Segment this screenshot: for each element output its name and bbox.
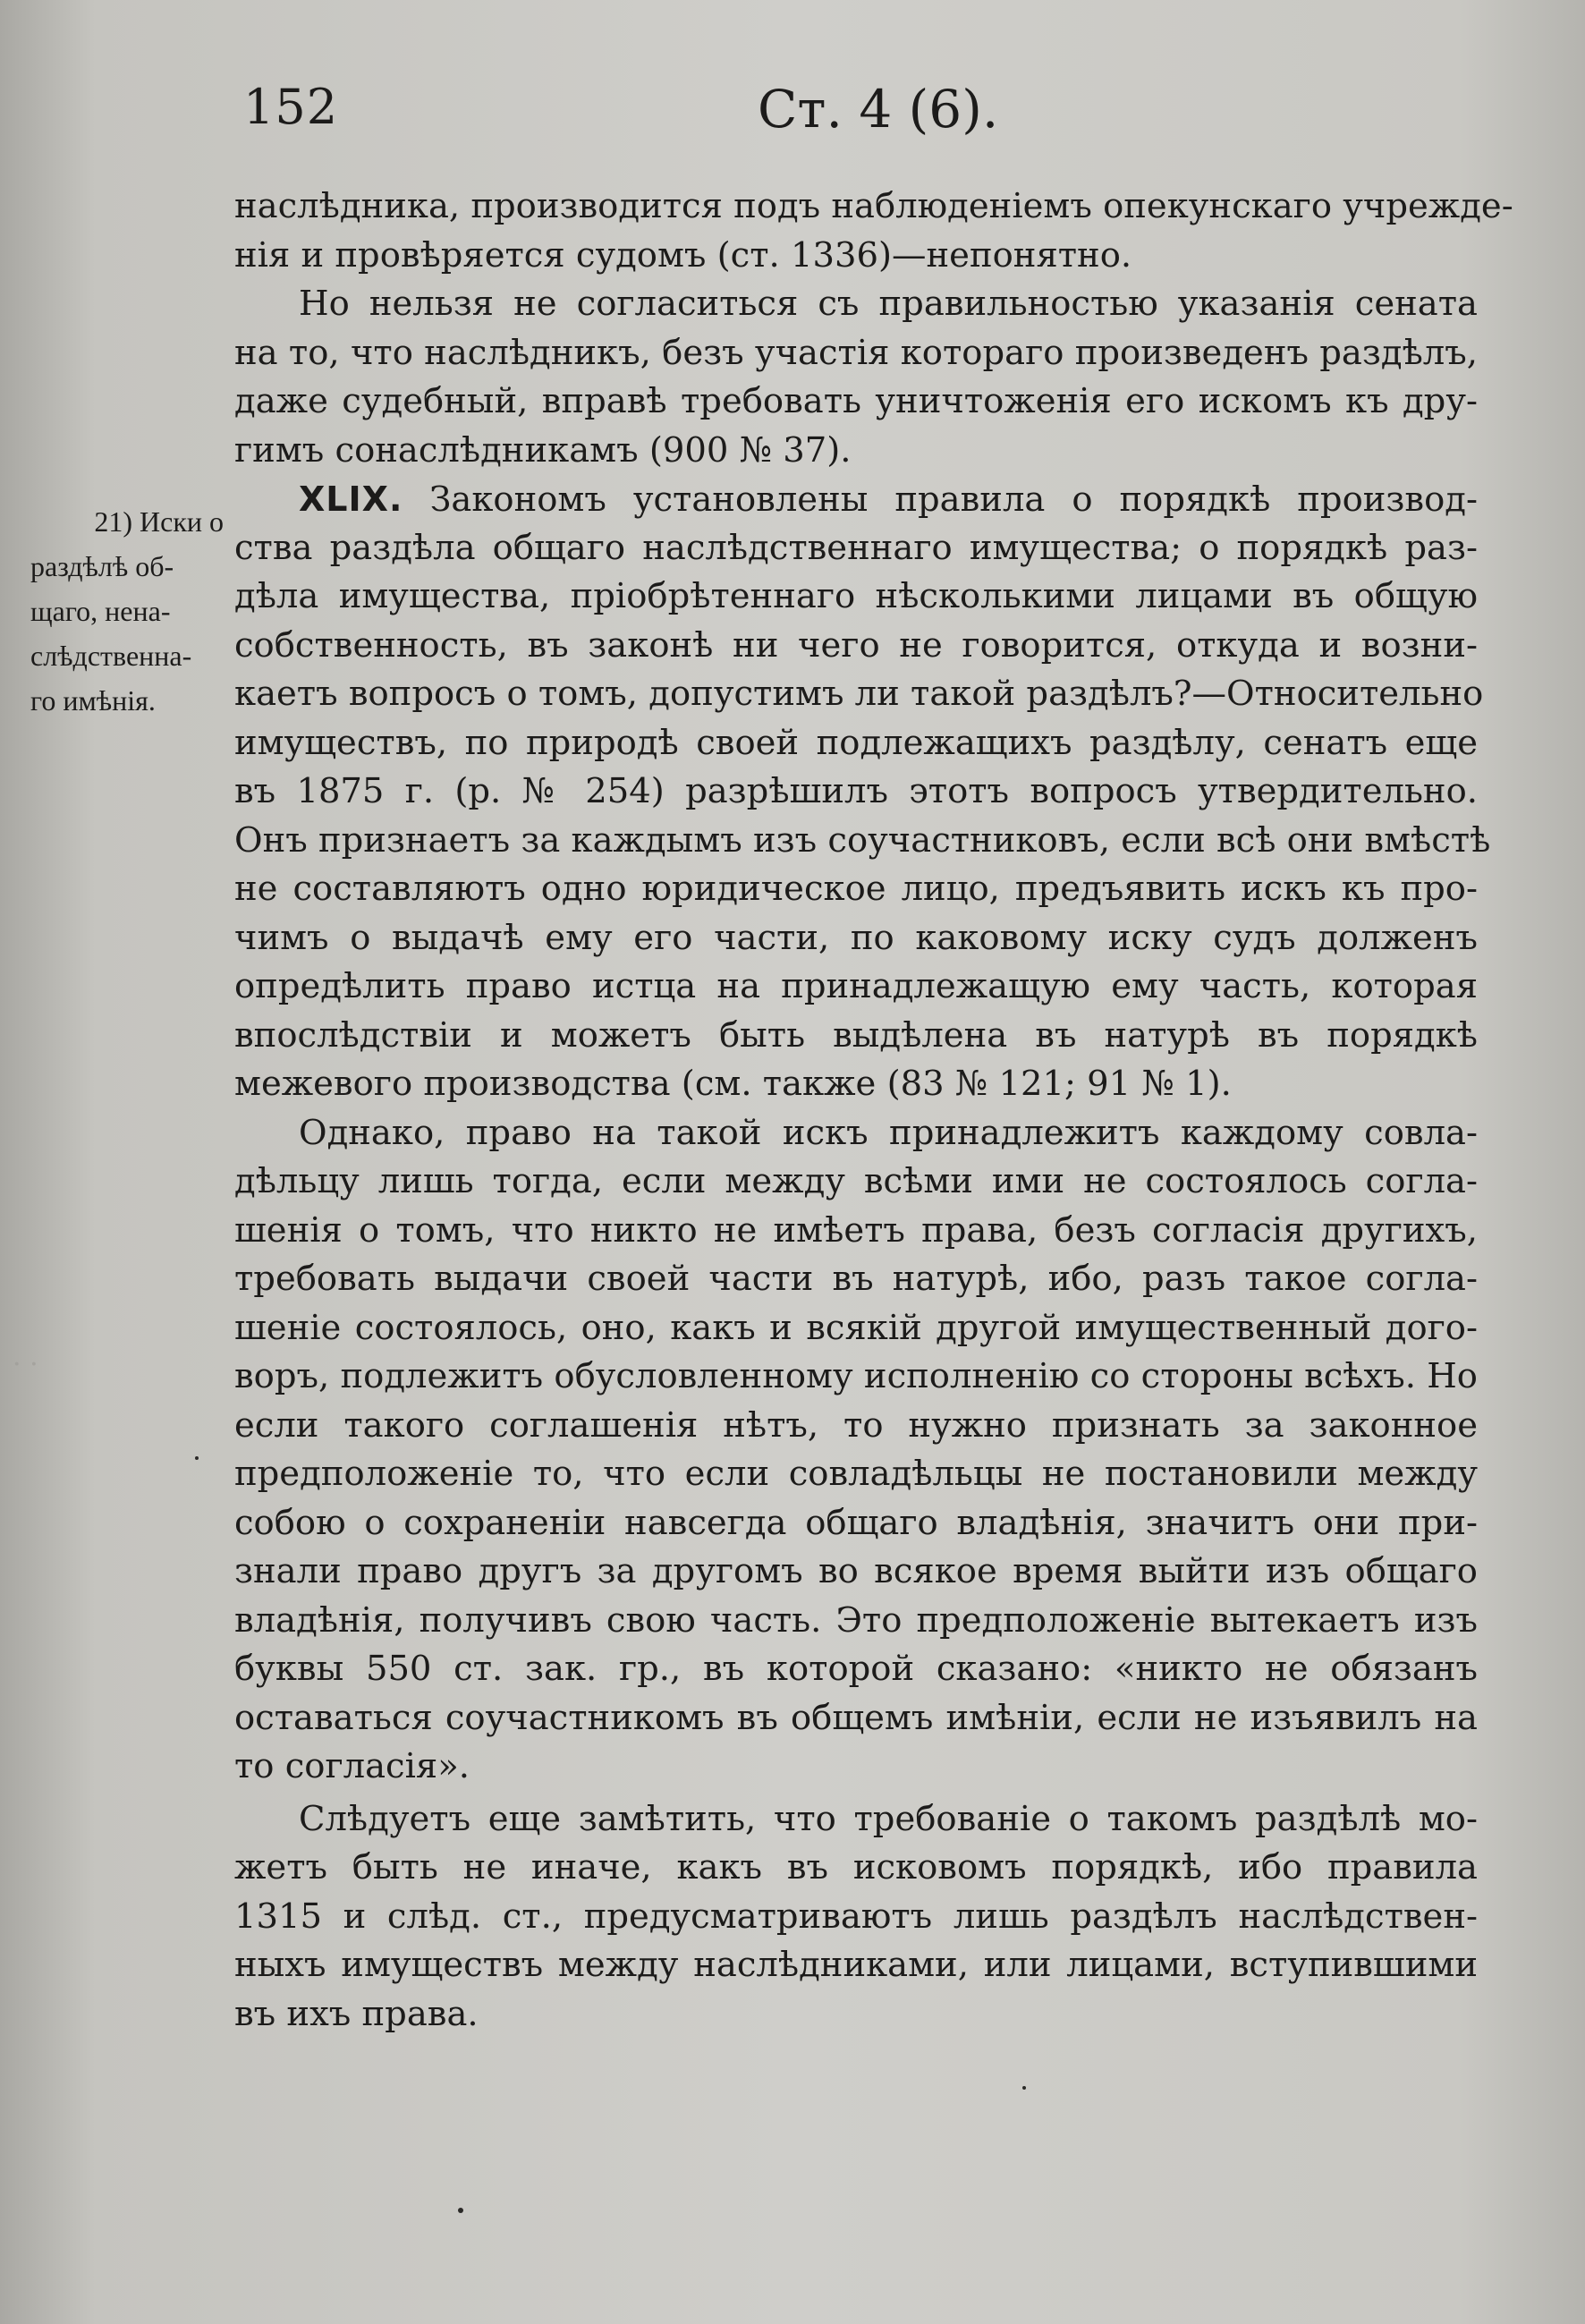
text-line: собственность, въ законѣ ни чего не говорится, откуда и возни-	[234, 624, 1478, 666]
text-line: оставаться соучастникомъ въ общемъ имѣніи, если не изъявилъ на	[234, 1697, 1478, 1738]
print-speck	[195, 1456, 199, 1460]
page-number: 152	[243, 79, 339, 135]
text-line: шеніе состоялось, оно, какъ и всякій другой имущественный дого-	[234, 1307, 1478, 1348]
text-line: дѣла имущества, пріобрѣтеннаго нѣсколькими лицами въ общую	[234, 576, 1478, 616]
section-first-line: Закономъ установлены правила о порядкѣ производ-	[429, 479, 1478, 520]
text-line: воръ, подлежитъ обусловленному исполненію со стороны всѣхъ. Но	[234, 1356, 1478, 1396]
text-line: въ 1875 г. (р. № 254) разрѣшилъ этотъ вопросъ утвердительно.	[234, 771, 1478, 811]
text-line: межевого производства (см. также (83 № 121; 91 № 1).	[234, 1064, 1232, 1104]
text-line: не составляютъ одно юридическое лицо, предъявить искъ къ про-	[234, 869, 1478, 909]
running-head: Ст. 4 (6).	[758, 79, 999, 140]
paragraph	[234, 280, 1478, 475]
text-line: Однако, право на такой искъ принадлежитъ каждому совла-	[299, 1112, 1478, 1153]
text-line	[234, 475, 1478, 524]
print-speck	[1022, 2086, 1026, 2090]
text-line: нія и провѣряется судомъ (ст. 1336)—непонятно.	[234, 234, 1132, 276]
text-line: Но нельзя не согласиться съ правильностью указанія сената	[299, 284, 1478, 324]
bleed-through-mark: · ·	[13, 1349, 38, 1380]
text-line: имуществъ, по природѣ своей подлежащихъ раздѣлу, сенатъ еще	[234, 722, 1478, 763]
margin-note-line: слѣдственна-	[30, 640, 192, 672]
paragraph	[234, 1109, 1478, 1792]
text-line: Слѣдуетъ еще замѣтить, что требованіе о такомъ раздѣлѣ мо-	[299, 1798, 1478, 1839]
text-line: знали право другъ за другомъ во всякое время выйти изъ общаго	[234, 1551, 1478, 1591]
text-line: буквы 550 ст. зак. гр., въ которой сказано: «никто не обязанъ	[234, 1649, 1478, 1689]
text-line: даже судебный, вправѣ требовать уничтоженія его искомъ къ дру-	[234, 381, 1478, 421]
main-text	[234, 182, 1513, 2039]
text-line: Онъ признаетъ за каждымъ изъ соучастниковъ, если всѣ они вмѣстѣ	[234, 819, 1491, 861]
paragraph	[234, 182, 1513, 280]
text-line: собою о сохраненіи навсегда общаго владѣнія, значитъ они при-	[234, 1502, 1478, 1543]
paragraph	[234, 1795, 1478, 2040]
text-line: то согласія».	[234, 1746, 470, 1786]
margin-note-line: го имѣнія.	[30, 684, 156, 717]
page-header	[243, 79, 1478, 150]
text-line: требовать выдачи своей части въ натурѣ, ибо, разъ такое согла-	[234, 1259, 1478, 1299]
text-line: впослѣдствіи и можетъ быть выдѣлена въ натурѣ въ порядкѣ	[234, 1014, 1478, 1056]
text-line: опредѣлить право истца на принадлежащую ему часть, которая	[234, 966, 1478, 1006]
text-line: въ ихъ права.	[234, 1993, 479, 2034]
text-line: предположеніе то, что если совладѣльцы не постановили между	[234, 1454, 1478, 1494]
text-line: на то, что наслѣдникъ, безъ участія котораго произведенъ раздѣлъ,	[234, 332, 1478, 373]
text-line: 1315 и слѣд. ст., предусматриваютъ лишь раздѣлъ наслѣдствен-	[234, 1896, 1478, 1937]
text-line: если такого соглашенія нѣтъ, то нужно признать за законное	[234, 1404, 1478, 1446]
text-line: каетъ вопросъ о томъ, допустимъ ли такой раздѣлъ?—Относительно	[234, 674, 1484, 714]
paragraph-section-xlix	[234, 475, 1491, 1109]
text-line: жетъ быть не иначе, какъ въ исковомъ порядкѣ, ибо правила	[234, 1847, 1478, 1887]
text-line: наслѣдника, производится подъ наблюденіемъ опекунскаго учрежде-	[234, 186, 1513, 226]
margin-note	[30, 499, 227, 723]
text-line: дѣльцу лишь тогда, если между всѣми ими не состоялось согла-	[234, 1161, 1478, 1201]
text-line: ныхъ имуществъ между наслѣдниками, или лицами, вступившими	[234, 1945, 1478, 1985]
text-line: гимъ сонаслѣдникамъ (900 № 37).	[234, 429, 852, 471]
text-line: шенія о томъ, что никто не имѣетъ права, безъ согласія другихъ,	[234, 1209, 1478, 1251]
section-number: XLIX.	[299, 479, 403, 519]
print-speck	[458, 2208, 463, 2213]
text-line: чимъ о выдачѣ ему его части, по каковому иску судъ долженъ	[234, 917, 1478, 958]
margin-note-line: 21) Иски о	[94, 505, 224, 538]
text-line: ства раздѣла общаго наслѣдственнаго имущества; о порядкѣ раз-	[234, 527, 1478, 568]
margin-note-line: щаго, нена-	[30, 595, 171, 627]
margin-note-line: раздѣлѣ об-	[30, 550, 174, 582]
text-line: владѣнія, получивъ свою часть. Это предположеніе вытекаетъ изъ	[234, 1599, 1478, 1641]
